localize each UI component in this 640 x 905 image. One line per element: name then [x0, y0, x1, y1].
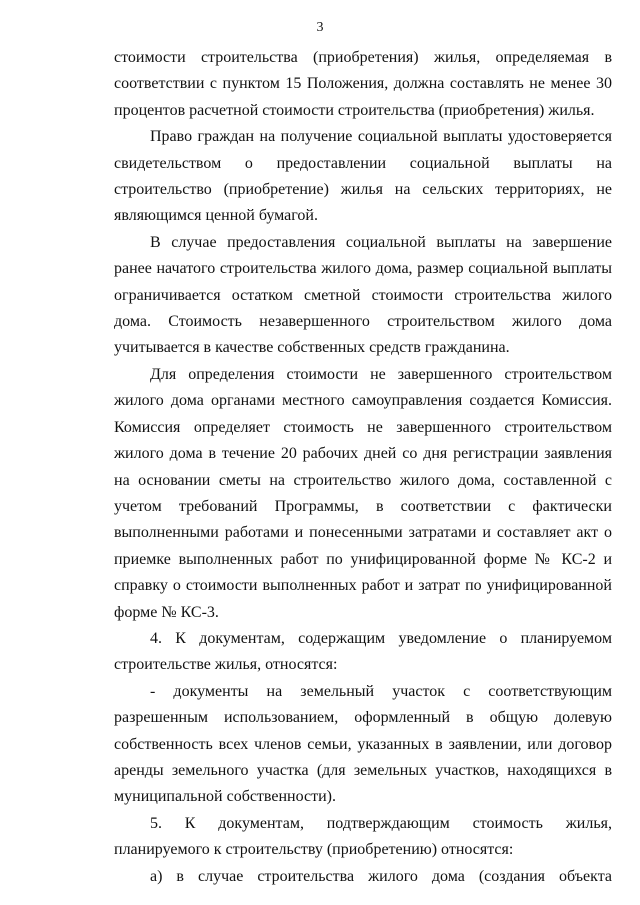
paragraph-item-a: а) в случае строительства жилого дома (создания объекта [150, 867, 612, 885]
document-body [114, 45, 612, 890]
paragraph-commission: Для определения стоимости не завершенного строительством жилого дома органами местного самоуправления создается Комиссия. Комиссия определяет стоимость не завершенного строительством жилого дома в течение 20 рабочих дней со дня регистрации заявления на основании сметы на строительство жилого дома, составленной с учетом требований Программы, в соответствии с фактически выполненными работами и понесенными затратами и составляет акт о приемке выполненных работ по унифицированной форме № КС-2 и справку о стоимости выполненных работ и затрат по унифицированной форме № КС-3. [114, 365, 612, 621]
paragraph-item-5: 5. К документам, подтверждающим стоимость жилья, планируемого к строительству (приобретению) относятся: [114, 814, 612, 859]
paragraph-unfinished-construction: В случае предоставления социальной выплаты на завершение ранее начатого строительства жилого дома, размер социальной выплаты ограничивается остатком сметной стоимости строительства жилого дома. Стоимость незавершенного строительством жилого дома учитывается в качестве собственных средств гражданина. [114, 233, 612, 357]
paragraph-land-documents: - документы на земельный участок с соответствующим разрешенным использованием, оформленный в общую долевую собственность всех членов семьи, указанных в заявлении, или договор аренды земельного участка (для земельных участков, находящихся в муниципальной собственности). [114, 682, 612, 806]
paragraph-certificate: Право граждан на получение социальной выплаты удостоверяется свидетельством о предоставлении социальной выплаты на строительство (приобретение) жилья на сельских территориях, не являющимся ценной бумагой. [114, 128, 612, 225]
paragraph-continuation: стоимости строительства (приобретения) жилья, определяемая в соответствии с пунктом 15 Положения, должна составлять не менее 30 процентов расчетной стоимости строительства (приобретения) жилья. [114, 49, 612, 119]
paragraph-item-4: 4. К документам, содержащим уведомление о планируемом строительстве жилья, относятся: [114, 629, 612, 674]
page-number: 3 [316, 20, 324, 35]
